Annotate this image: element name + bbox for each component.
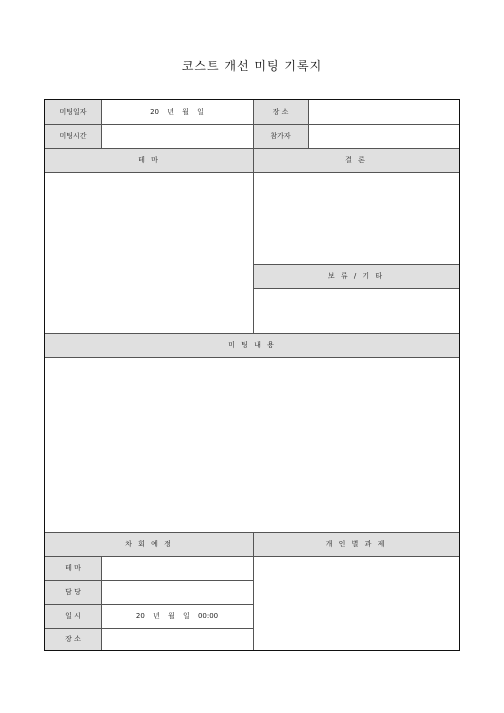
conclusion-area[interactable] bbox=[253, 172, 459, 264]
grid-line bbox=[45, 148, 459, 149]
next-manager-label: 담 당 bbox=[45, 580, 101, 604]
meeting-date-field[interactable]: 20 년 월 일 bbox=[150, 108, 204, 116]
meeting-time-label: 미팅시간 bbox=[45, 124, 101, 148]
next-theme-label: 테 마 bbox=[45, 556, 101, 580]
next-theme-field[interactable] bbox=[101, 556, 253, 580]
next-datetime-field[interactable]: 20 년 월 일 00:00 bbox=[135, 612, 219, 620]
hold-other-area[interactable] bbox=[253, 288, 459, 333]
attendees-label: 참가자 bbox=[253, 124, 308, 148]
theme-header: 테 마 bbox=[45, 148, 253, 172]
conclusion-header: 결 론 bbox=[253, 148, 459, 172]
theme-area[interactable] bbox=[45, 172, 253, 333]
personal-tasks-header: 개 인 별 과 제 bbox=[253, 532, 459, 556]
place-field[interactable] bbox=[308, 100, 459, 124]
grid-line bbox=[253, 264, 459, 265]
meeting-date-label: 미팅일자 bbox=[45, 100, 101, 124]
next-place-label: 장 소 bbox=[45, 628, 101, 650]
grid-line bbox=[45, 172, 459, 173]
meeting-content-header: 미 팅 내 용 bbox=[45, 333, 459, 357]
place-label: 장 소 bbox=[253, 100, 308, 124]
grid-line bbox=[45, 357, 459, 358]
hold-other-header: 보 류 / 기 타 bbox=[253, 264, 459, 288]
grid-line bbox=[45, 124, 459, 125]
next-datetime-label: 일 시 bbox=[45, 604, 101, 628]
grid-line bbox=[308, 100, 309, 148]
grid-line bbox=[45, 604, 253, 605]
grid-line bbox=[45, 580, 253, 581]
grid-line bbox=[101, 556, 102, 650]
meeting-content-area[interactable] bbox=[45, 357, 459, 532]
next-place-field[interactable] bbox=[101, 628, 253, 650]
grid-line bbox=[45, 333, 459, 334]
next-meeting-header: 차 회 예 정 bbox=[45, 532, 253, 556]
meeting-record-form bbox=[44, 99, 460, 651]
grid-line bbox=[45, 628, 253, 629]
next-manager-field[interactable] bbox=[101, 580, 253, 604]
grid-line bbox=[253, 100, 254, 333]
grid-line bbox=[101, 100, 102, 148]
grid-line bbox=[253, 288, 459, 289]
grid-line bbox=[45, 532, 459, 533]
meeting-time-field[interactable] bbox=[101, 124, 253, 148]
personal-tasks-area[interactable] bbox=[253, 556, 459, 650]
attendees-field[interactable] bbox=[308, 124, 459, 148]
page-title: 코스트 개선 미팅 기록지 bbox=[181, 59, 323, 73]
grid-line bbox=[253, 532, 254, 650]
grid-line bbox=[45, 556, 459, 557]
